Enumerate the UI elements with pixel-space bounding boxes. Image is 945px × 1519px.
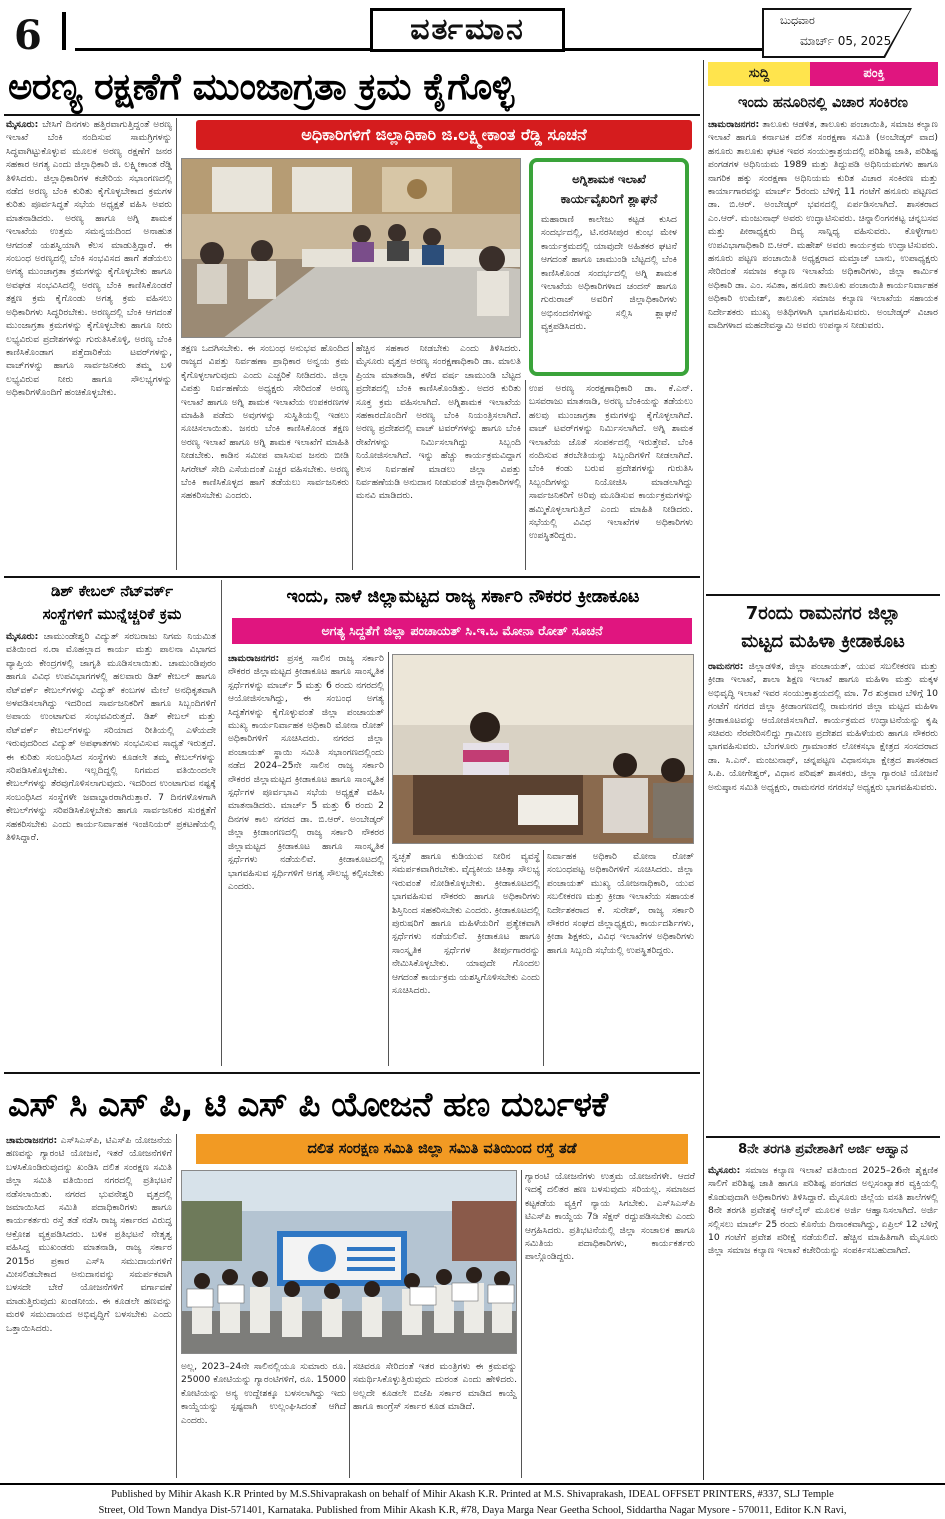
imprint-line-2: Street, Old Town Mandya Dist-571401, Karnataka. Published from Mihir Akash K.R, #78, Daya Marga Near Geetha School, Siddartha Nagar Mysore - 570011, Editor K.N Ravi, xyxy=(98,1505,847,1516)
sidebar-item3-headline: 8ನೇ ತರಗತಿ ಪ್ರವೇಶಾತಿಗೆ ಅರ್ಜಿ ಆಹ್ವಾನ xyxy=(738,1142,908,1157)
sidebar-item2-headline-line2: ಮಟ್ಟದ ಮಹಿಳಾ ಕ್ರೀಡಾಕೂಟ xyxy=(741,631,905,652)
story2-body xyxy=(6,630,216,1066)
column-divider xyxy=(525,380,526,570)
box-title-2: ಕಾರ್ಯವೈಖರಿಗೆ ಶ್ಲಾಘನೆ xyxy=(560,191,658,206)
sidebar-item2-dateline: ರಾಮನಗರ: xyxy=(708,661,744,672)
imprint-line-1: Published by Mihir Akash K.R Printed by M.S.Shivaprakash on behalf of Mihir Akash K.R. Printed at M.S. Shivaprakash, IDEAL OFFSET PRINTERS, #337, SLJ Temple xyxy=(111,1489,834,1500)
column-divider xyxy=(543,850,544,1066)
sidebar-item3-body xyxy=(708,1164,938,1478)
story1-column-2: ತಕ್ಷಣ ಒದಗಿಸಬೇಕು. ಈ ಸಂಬಂಧ ಅನುಭವ ಹೊಂದಿದ ರಾಜ್ಯದ ವಿಪತ್ತು ನಿರ್ವಹಣಾ ಪ್ರಾಧಿಕಾರ ಅನ್ವಯ ಕ್ರಮ ಕೈಗೊಳ್ಳಲಾಗುವುದು ಎಂದು ಎಚ್ಚರಿಕೆ ನೀಡಿದರು. ಜಿಲ್ಲಾ ವಿಪತ್ತು ನಿರ್ವಹಣೆಯ ಅಧ್ಯಕ್ಷರು ಸೇರಿದಂತೆ ಅರಣ್ಯ ಇಲಾಖೆ ಹಾಗೂ ಅಗ್ನಿ ಶಾಮಕ ಇಲಾಖೆಯ ಉಪಕರಣಗಳ ಮಾಹಿತಿ ಪಡೆದು ಅವುಗಳನ್ನು ಸುಸ್ಥಿತಿಯಲ್ಲಿ ಇಡಲು ಸೂಚಿಸಲಾಯಿತು. ಜನರು ಬೆಂಕಿ ಕಾಣಿಸಿಕೊಂಡ ತಕ್ಷಣ ಅರಣ್ಯ ಇಲಾಖೆ ಹಾಗೂ ಅಗ್ನಿ ಶಾಮಕ ಇಲಾಖೆಗೆ ಮಾಹಿತಿ ನೀಡಬೇಕು. ಕಾಡಿನ ಸಮೀಪ ವಾಸಿಸುವ ಜನರು ಬೀಡಿ ಸಿಗರೇಟ್ ಸೇದಿ ಎಸೆಯದಂತೆ ಎಚ್ಚರ ವಹಿಸಬೇಕು. ಅರಣ್ಯ ಬೆಂಕಿ ಕಾಣಿಸಿಕೊಳ್ಳದ ಹಾಗೆ ತಡೆಯಲು ಸಾರ್ವಜನಿಕರು ಸಹಕರಿಸಬೇಕು ಎಂದರು. xyxy=(181,343,349,502)
date: ಮಾರ್ಚ್ 05, 2025 xyxy=(800,34,892,48)
sidebar-item3-text: ಸಮಾಜ ಕಲ್ಯಾಣ ಇಲಾಖೆ ವತಿಯಿಂದ 2025–26ನೇ ಶೈಕ್ಷಣಿಕ ಸಾಲಿಗೆ ಪರಿಶಿಷ್ಟ ಜಾತಿ ಹಾಗೂ ಪರಿಶಿಷ್ಟ ಪಂಗಡದ ಅಲ್ಪಸಂಖ್ಯಾತರ ವ್ಯಕ್ತಿಯಲ್ಲಿ ಕೊಡುವುದಾಗಿ ಅಧಿಕಾರಿಗಳು ತಿಳಿಸಿದ್ದಾರೆ. ಮೈಸೂರು ಜಿಲ್ಲೆಯ ವಸತಿ ಶಾಲೆಗಳಲ್ಲಿ 8ನೇ ತರಗತಿ ಪ್ರವೇಶಕ್ಕೆ ಆನ್‌ಲೈನ್ ಮೂಲಕ ಅರ್ಜಿ ಆಹ್ವಾನಿಸಲಾಗಿದೆ. ಅರ್ಜಿ ಸಲ್ಲಿಸಲು ಮಾರ್ಚ್ 25 ರಂದು ಕೊನೆಯ ದಿನಾಂಕವಾಗಿದ್ದು, ಏಪ್ರಿಲ್ 12 ಬೆಳಿಗ್ಗೆ 10 ಗಂಟೆಗೆ ಪ್ರವೇಶ ಪರೀಕ್ಷೆ ನಡೆಯಲಿದೆ. ಹೆಚ್ಚಿನ ಮಾಹಿತಿಗಾಗಿ ಮೈಸೂರು ಜಿಲ್ಲಾ ಸಮಾಜ ಕಲ್ಯಾಣ ಇಲಾಖೆ ಕಚೇರಿಯನ್ನು ಸಂಪರ್ಕಿಸಬಹುದಾಗಿದೆ. xyxy=(708,1165,938,1257)
protest-photo xyxy=(181,1170,517,1354)
sidebar-divider xyxy=(703,60,704,1480)
sidebar-item3-dateline: ಮೈಸೂರು: xyxy=(708,1165,741,1176)
story1-headline: ಅರಣ್ಯ ರಕ್ಷಣೆಗೆ ಮುಂಜಾಗ್ರತಾ ಕ್ರಮ ಕೈಗೊಳ್ಳಿ xyxy=(8,65,514,108)
column-divider xyxy=(221,580,222,1066)
story3-column-2: ಸ್ವಚ್ಛತೆ ಹಾಗೂ ಕುಡಿಯುವ ನೀರಿನ ವ್ಯವಸ್ಥೆ ಸಮರ್ಪಕವಾಗಿರಬೇಕು. ವೈದ್ಯಕೀಯ ಚಿಕಿತ್ಸಾ ಸೌಲಭ್ಯ ಇರುವಂತೆ ನೋಡಿಕೊಳ್ಳಬೇಕು. ಕ್ರೀಡಾಕೂಟದಲ್ಲಿ ಭಾಗವಹಿಸುವ ನೌಕರರು ಹಾಗೂ ಅಧಿಕಾರಿಗಳು ಶಿಸ್ತಿನಿಂದ ಸಹಕರಿಸಬೇಕು ಎಂದರು. ಕ್ರೀಡಾಕೂಟದಲ್ಲಿ ಪುರುಷರಿಗೆ ಹಾಗೂ ಮಹಿಳೆಯರಿಗೆ ಪ್ರತ್ಯೇಕವಾಗಿ ಸ್ಪರ್ಧೆಗಳು ನಡೆಯಲಿವೆ. ಕ್ರೀಡಾಕೂಟ ಹಾಗೂ ಸಾಂಸ್ಕೃತಿಕ ಸ್ಪರ್ಧೆಗಳ ತೀರ್ಪುಗಾರರನ್ನು ನೇಮಿಸಿಕೊಳ್ಳಬೇಕು. ಯಾವುದೇ ಗೊಂದಲ ಆಗದಂತೆ ಕಾರ್ಯಕ್ರಮ ಯಶಸ್ವಿಗೊಳಿಸಬೇಕು ಎಂದು ಸೂಚಿಸಿದರು. xyxy=(392,851,540,997)
column-divider xyxy=(349,1360,350,1478)
story1-column-3: ಹೆಚ್ಚಿನ ಸಹಕಾರ ನೀಡಬೇಕು ಎಂದು ತಿಳಿಸಿದರು. ಮೈಸೂರು ವೃತ್ತದ ಅರಣ್ಯ ಸಂರಕ್ಷಣಾಧಿಕಾರಿ ಡಾ. ಮಾಲತಿ ಪ್ರಿಯಾ ಮಾತನಾಡಿ, ಕಳೆದ ವರ್ಷ ಚಾಮುಂಡಿ ಬೆಟ್ಟದ ಪ್ರದೇಶದಲ್ಲಿ ಬೆಂಕಿ ಕಾಣಿಸಿಕೊಂಡಿತ್ತು. ಅದರ ಕುರಿತು ಸೂಕ್ತ ಕ್ರಮ ವಹಿಸಲಾಗಿದೆ. ಅಗ್ನಿಶಾಮಕ ಇಲಾಖೆಯ ಸಹಕಾರದೊಂದಿಗೆ ಅರಣ್ಯ ಬೆಂಕಿ ನಿಯಂತ್ರಿಸಲಾಗಿದೆ. ಅರಣ್ಯ ಪ್ರದೇಶದಲ್ಲಿ ವಾಚ್ ಟವರ್‌ಗಳನ್ನು ಹಾಗೂ ಬೆಂಕಿ ರೇಖೆಗಳನ್ನು ನಿರ್ಮಿಸಲಾಗಿದ್ದು ಸಿಬ್ಬಂದಿ ನಿಯೋಜಿಸಲಾಗಿದೆ. ಇನ್ನು ಹೆಚ್ಚು ಕಾರ್ಯಕ್ರಮವಿದ್ದಾಗ ಕೆಲಸ ನಿರ್ವಹಣೆ ಮಾಡಲು ಜಿಲ್ಲಾ ವಿಪತ್ತು ನಿರ್ವಹಣೆಯಡಿ ಅನುದಾನ ನೀಡುವಂತೆ ಜಿಲ್ಲಾಧಿಕಾರಿಗಳಲ್ಲಿ ಮನವಿ ಮಾಡಿದರು. xyxy=(356,343,521,502)
meeting-photo xyxy=(181,158,521,338)
story4-column-4: ಗ್ಯಾರಂಟಿ ಯೋಜನೆಗಳು ಉತ್ತಮ ಯೋಜನೆಗಳೇ. ಆದರೆ ಇದಕ್ಕೆ ದಲಿತರ ಹಣ ಬಳಸುವುದು ಸರಿಯಲ್ಲ. ಸಮಾಜದ ಕಟ್ಟಕಡೆಯ ವ್ಯಕ್ತಿಗೆ ನ್ಯಾಯ ಸಿಗಬೇಕು. ಎಸ್‌ಸಿಎಸ್‌ಪಿ ಟಿಎಸ್‌ಪಿ ಕಾಯ್ದೆಯ 7ಡಿ ಸೆಕ್ಷನ್ ರದ್ದುಪಡಿಸಬೇಕು ಎಂದು ಆಗ್ರಹಿಸಿದರು. ಪ್ರತಿಭಟನೆಯಲ್ಲಿ ಜಿಲ್ಲಾ ಸಂಚಾಲಕ ಹಾಗೂ ಸಮಿತಿಯ ಪದಾಧಿಕಾರಿಗಳು, ಕಾರ್ಯಕರ್ತರು ಪಾಲ್ಗೊಂಡಿದ್ದರು. xyxy=(525,1171,695,1263)
sidebar-item2-text: ಜಿಲ್ಲಾಡಳಿತ, ಜಿಲ್ಲಾ ಪಂಚಾಯತ್, ಯುವ ಸಬಲೀಕರಣ ಮತ್ತು ಕ್ರೀಡಾ ಇಲಾಖೆ, ಶಾಲಾ ಶಿಕ್ಷಣ ಇಲಾಖೆ ಹಾಗೂ ಮಹಿಳಾ ಮತ್ತು ಮಕ್ಕಳ ಅಭಿವೃದ್ಧಿ ಇಲಾಖೆ ಇವರ ಸಂಯುಕ್ತಾಶ್ರಯದಲ್ಲಿ ಮಾ. 7ರ ಶುಕ್ರವಾರ ಬೆಳಿಗ್ಗೆ 10 ಗಂಟೆಗೆ ನಗರದ ಜಿಲ್ಲಾ ಕ್ರೀಡಾಂಗಣದಲ್ಲಿ ರಾಮನಗರ ಜಿಲ್ಲಾ ಮಟ್ಟದ ಮಹಿಳಾ ಕ್ರೀಡಾಕೂಟವನ್ನು ಆಯೋಜಿಸಲಾಗಿದೆ. ಕಾರ್ಯಕ್ರಮದ ಉದ್ಘಾಟನೆಯನ್ನು ಕೃಷಿ ಸಚಿವರು ನೆರವೇರಿಸಲಿದ್ದು ಗ್ರಾಮೀಣ ಪ್ರದೇಶದ ಮಹಿಳೆಯರು ಹಾಗೂ ನೌಕರರು ಭಾಗವಹಿಸುವರು. ಬೆಂಗಳೂರು ಗ್ರಾಮಾಂತರ ಲೋಕಸಭಾ ಕ್ಷೇತ್ರದ ಸಂಸದರಾದ ಡಾ. ಸಿ.ಎನ್. ಮಂಜುನಾಥ್, ಚನ್ನಪಟ್ಟಣ ವಿಧಾನಸಭಾ ಕ್ಷೇತ್ರದ ಶಾಸಕರಾದ ಸಿ.ಪಿ. ಯೋಗೇಶ್ವರ್, ವಿಧಾನ ಪರಿಷತ್ ಶಾಸಕರು, ಜಿಲ್ಲಾ ಗ್ಯಾರಂಟಿ ಯೋಜನೆ ಅನುಷ್ಠಾನ ಸಮಿತಿ ಅಧ್ಯಕ್ಷರು, ರಾಮನಗರ ನಗರಸಭೆ ಅಧ್ಯಕ್ಷರು ಭಾಗವಹಿಸುವರು. xyxy=(708,661,938,793)
story3-col1-text: ಪ್ರಸಕ್ತ ಸಾಲಿನ ರಾಜ್ಯ ಸರ್ಕಾರಿ ನೌಕರರ ಜಿಲ್ಲಾಮಟ್ಟದ ಕ್ರೀಡಾಕೂಟ ಹಾಗೂ ಸಾಂಸ್ಕೃತಿಕ ಸ್ಪರ್ಧೆಗಳನ್ನು ಮಾರ್ಚ್ 5 ಮತ್ತು 6 ರಂದು ನಗರದಲ್ಲಿ ಆಯೋಜಿಸಲಾಗಿದ್ದು, ಈ ಸಂಬಂಧ ಅಗತ್ಯ ಸಿದ್ಧತೆಗಳನ್ನು ಕೈಗೊಳ್ಳುವಂತೆ ಜಿಲ್ಲಾ ಪಂಚಾಯತ್ ಮುಖ್ಯ ಕಾರ್ಯನಿರ್ವಾಹಕ ಅಧಿಕಾರಿ ಮೋನಾ ರೋತ್ ಅಧಿಕಾರಿಗಳಿಗೆ ಸೂಚಿಸಿದರು. ನಗರದ ಜಿಲ್ಲಾ ಪಂಚಾಯತ್ ಸ್ಥಾಯಿ ಸಮಿತಿ ಸಭಾಂಗಣದಲ್ಲಿಂದು ನಡೆದ 2024–25ನೇ ಸಾಲಿನ ರಾಜ್ಯ ಸರ್ಕಾರಿ ನೌಕರರ ಜಿಲ್ಲಾಮಟ್ಟದ ಕ್ರೀಡಾಕೂಟ ಹಾಗೂ ಸಾಂಸ್ಕೃತಿಕ ಸ್ಪರ್ಧೆಗಳ ಪೂರ್ವಭಾವಿ ಸಭೆಯ ಅಧ್ಯಕ್ಷತೆ ವಹಿಸಿ ಮಾತನಾಡಿದರು. ಮಾರ್ಚ್ 5 ಮತ್ತು 6 ರಂದು 2 ದಿನಗಳ ಕಾಲ ನಗರದ ಡಾ. ಬಿ.ಆರ್. ಅಂಬೇಡ್ಕರ್ ಜಿಲ್ಲಾ ಕ್ರೀಡಾಂಗಣದಲ್ಲಿ ರಾಜ್ಯ ಸರ್ಕಾರಿ ನೌಕರರ ಜಿಲ್ಲಾಮಟ್ಟದ ಕ್ರೀಡಾಕೂಟ ಹಾಗೂ ಸಾಂಸ್ಕೃತಿಕ ಸ್ಪರ್ಧೆಗಳು ನಡೆಯಲಿವೆ. ಕ್ರೀಡಾಕೂಟದಲ್ಲಿ ಭಾಗವಹಿಸುವ ಸ್ಪರ್ಧಿಗಳಿಗೆ ಅಗತ್ಯ ಸೌಲಭ್ಯ ಕಲ್ಪಿಸಬೇಕು ಎಂದರು. xyxy=(228,653,384,892)
sidebar-rule xyxy=(706,594,940,596)
sidebar-rule xyxy=(706,1136,940,1138)
official-at-desk-photo-icon xyxy=(393,655,694,844)
story3-column-1 xyxy=(228,652,384,1066)
story3-subhead: ಅಗತ್ಯ ಸಿದ್ದತೆಗೆ ಜಿಲ್ಲಾ ಪಂಚಾಯತ್ ಸಿ.ಇ.ಒ ಮೋನಾ ರೋತ್ ಸೂಚನೆ xyxy=(232,618,692,644)
story3-dateline: ಚಾಮರಾಜನಗರ: xyxy=(228,653,280,664)
sidebar-item1-headline: ಇಂದು ಹನೂರಿನಲ್ಲಿ ವಿಚಾರ ಸಂಕಿರಣ xyxy=(738,95,908,111)
story2-headline-line1: ಡಿಶ್ ಕೇಬಲ್ ನೆಟ್‌ವರ್ಕ್ xyxy=(50,582,173,600)
story4-col1-text: ಎಸ್‌ಸಿಎಸ್‌ಪಿ, ಟಿಎಸ್‌ಪಿ ಯೋಜನೆಯ ಹಣವನ್ನು ಗ್ಯಾರಂಟಿ ಯೋಜನೆ, ಇತರೆ ಯೋಜನೆಗಳಿಗೆ ಬಳಸಿಕೊಂಡಿರುವುದನ್ನು ಖಂಡಿಸಿ ದಲಿತ ಸಂರಕ್ಷಣ ಸಮಿತಿ ಜಿಲ್ಲಾ ಸಮಿತಿ ವತಿಯಿಂದ ನಗರದಲ್ಲಿ ಪ್ರತಿಭಟನೆ ನಡೆಸಲಾಯಿತು. ನಗರದ ಭುವನೇಶ್ವರಿ ವೃತ್ತದಲ್ಲಿ ಜಮಾಯಿಸಿದ ಸಮಿತಿ ಪದಾಧಿಕಾರಿಗಳು ಹಾಗೂ ಕಾರ್ಯಕರ್ತರು ರಸ್ತೆ ತಡೆ ನಡೆಸಿ ರಾಜ್ಯ ಸರ್ಕಾರದ ವಿರುದ್ಧ ಆಕ್ರೋಶ ವ್ಯಕ್ತಪಡಿಸಿದರು. ಬಳಿಕ ಪ್ರತಿಭಟನೆ ನೇತೃತ್ವ ವಹಿಸಿದ್ದ ಮುಖಂಡರು ಮಾತನಾಡಿ, ರಾಜ್ಯ ಸರ್ಕಾರ 2015ರ ಪ್ರಕಾರ ಎಸ್‌ಸಿ ಸಮುದಾಯಗಳಿಗೆ ಮೀಸಲಿಡಬೇಕಾದ ಅನುದಾನವನ್ನು ಸಮರ್ಪಕವಾಗಿ ಬಳಸದೇ ಬೇರೆ ಯೋಜನೆಗಳಿಗೆ ವರ್ಗಾವಣೆ ಮಾಡುತ್ತಿರುವುದು ಖಂಡನೀಯ. ಈ ಕೂಡಲೇ ಹಣವನ್ನು ಮರಳಿ ಸಮುದಾಯದ ಅಭಿವೃದ್ಧಿಗೆ ಬಳಸಬೇಕು ಎಂದು ಒತ್ತಾಯಿಸಿದರು. xyxy=(6,1135,172,1334)
sidebar-item1-body xyxy=(708,118,938,588)
sidebar-tag-right-text: ಪಂಕ್ತಿ xyxy=(863,66,885,81)
box-text: ಮಹಾರಾಣಿ ಕಾಲೇಜು ಕಟ್ಟಡ ಕುಸಿದ ಸಂದರ್ಭದಲ್ಲಿ, ಟಿ.ನರಸೀಪುರ ಕುಂಭ ಮೇಳ ಕಾರ್ಯಕ್ರಮದಲ್ಲಿ ಯಾವುದೇ ಅಹಿತಕರ ಘಟನೆ ಆಗದಂತೆ ಹಾಗೂ ಚಾಮುಂಡಿ ಬೆಟ್ಟದಲ್ಲಿ ಬೆಂಕಿ ಕಾಣಿಸಿಕೊಂಡ ಸಂದರ್ಭದಲ್ಲಿ ಅಗ್ನಿ ಶಾಮಕ ಇಲಾಖೆಯ ಅಧಿಕಾರಿಗಳಾದ ಚಂದನ್ ಹಾಗೂ ಗುರುರಾಜ್ ಅವರಿಗೆ ಜಿಲ್ಲಾಧಿಕಾರಿಗಳು ಅಭಿನಂದನೆಗಳನ್ನು ಸಲ್ಲಿಸಿ ಶ್ಲಾಘನೆ ವ್ಯಕ್ತಪಡಿಸಿದರು. xyxy=(541,214,677,333)
story1-column-4: ಉಪ ಅರಣ್ಯ ಸಂರಕ್ಷಣಾಧಿಕಾರಿ ಡಾ. ಕೆ.ಎನ್. ಬಸವರಾಜು ಮಾತನಾಡಿ, ಅರಣ್ಯ ಬೆಂಕಿಯನ್ನು ತಡೆಯಲು ಹಲವು ಮುಂಜಾಗ್ರತಾ ಕ್ರಮಗಳನ್ನು ಕೈಗೊಳ್ಳಲಾಗಿದೆ. ವಾಚ್ ಟವರ್‌ಗಳನ್ನು ನಿರ್ಮಿಸಲಾಗಿದೆ. ಅಗ್ನಿ ಶಾಮಕ ಇಲಾಖೆಯ ಜೊತೆ ಸಂಪರ್ಕದಲ್ಲಿ ಇರುತ್ತೇವೆ. ಬೆಂಕಿ ನಂದಿಸುವ ತರಬೇತಿಯನ್ನು ಸಿಬ್ಬಂದಿಗಳಿಗೆ ನೀಡಲಾಗಿದೆ. ಬೆಂಕಿ ಕಂಡು ಬರುವ ಪ್ರದೇಶಗಳನ್ನು ಗುರುತಿಸಿ ಸಿಬ್ಬಂದಿಗಳನ್ನು ನಿಯೋಜಿಸಿ ಮಾಡಲಾಗಿದ್ದು ಸಾರ್ವಜನಿಕರಿಗೆ ಅರಿವು ಮೂಡಿಸುವ ಕಾರ್ಯಕ್ರಮಗಳನ್ನು ಹಮ್ಮಿಕೊಳ್ಳಲಾಗುತ್ತಿದೆ ಎಂದು ಮಾಹಿತಿ ನೀಡಿದರು. ಸಭೆಯಲ್ಲಿ ವಿವಿಧ ಇಲಾಖೆಗಳ ಅಧಿಕಾರಿಗಳು ಉಪಸ್ಥಿತರಿದ್ದರು. xyxy=(529,383,693,542)
story4-subhead: ದಲಿತ ಸಂರಕ್ಷಣ ಸಮಿತಿ ಜಿಲ್ಲಾ ಸಮಿತಿ ವತಿಯಿಂದ ರಸ್ತೆ ತಡೆ xyxy=(196,1134,688,1164)
story1-dateline: ಮೈಸೂರು: xyxy=(6,119,39,130)
story1-rule xyxy=(4,114,700,116)
sidebar-tag-right xyxy=(810,62,938,86)
sidebar-item2-body xyxy=(708,660,938,1130)
story2-text: ಚಾಮುಂಡೇಶ್ವರಿ ವಿದ್ಯುತ್ ಸರಬರಾಜು ನಿಗಮ ನಿಯಮಿತ ವತಿಯಿಂದ ನ.ರಾ ಮೊಹಲ್ಲಾದ ಕಾರ್ಯ ಮತ್ತು ಪಾಲನಾ ವಿಭಾಗದ ವ್ಯಾಪ್ತಿಯ ಕೇಂದ್ರಗಳಲ್ಲಿ ಜಾಗೃತಿ ಮೂಡಿಸಲಾಯಿತು. ಚಾಮುಂಡಿಪುರಂ ಹಾಗೂ ವಿವಿಧ ಉಪವಿಭಾಗಗಳಲ್ಲಿ ಹಲವಾರು ಡಿಶ್ ಕೇಬಲ್ ಹಾಗೂ ನೆಟ್‌ವರ್ಕ್ ಕೇಬಲ್‌ಗಳನ್ನು ವಿದ್ಯುತ್ ಕಂಬಗಳ ಮೇಲೆ ಅನಧಿಕೃತವಾಗಿ ಅಳವಡಿಸಲಾಗಿದ್ದು ಇದರಿಂದ ಸಾರ್ವಜನಿಕರಿಗೆ ಹಾಗೂ ಸಿಬ್ಬಂದಿಗಳಿಗೆ ಅಪಾಯ ಉಂಟಾಗುವ ಸಂಭವವಿರುತ್ತದೆ. ಡಿಶ್ ಕೇಬಲ್ ಮತ್ತು ನೆಟ್‌ವರ್ಕ್ ಕೇಬಲ್‌ಗಳನ್ನು ಸರಿಯಾದ ರೀತಿಯಲ್ಲಿ ಎಳೆಯದೇ ಇರುವುದರಿಂದ ವಿದ್ಯುತ್ ಅಪಘಾತಗಳು ಸಂಭವಿಸುವ ಸಾಧ್ಯತೆ ಇರುತ್ತದೆ. ಈ ಕುರಿತು ಸಂಬಂಧಿಸಿದ ಸಂಸ್ಥೆಗಳು ಕೂಡಲೇ ತಮ್ಮ ಕೇಬಲ್‌ಗಳನ್ನು ಸರಿಪಡಿಸಿಕೊಳ್ಳಬೇಕು. ಇಲ್ಲದಿದ್ದಲ್ಲಿ ನಿಗಮದ ವತಿಯಿಂದಲೇ ಕೇಬಲ್‌ಗಳನ್ನು ತೆರವುಗೊಳಿಸಲಾಗುವುದು. ಇದರಿಂದ ಉಂಟಾಗುವ ನಷ್ಟಕ್ಕೆ ಸಂಬಂಧಿಸಿದ ಸಂಸ್ಥೆಗಳೇ ಜವಾಬ್ದಾರರಾಗಿರುತ್ತಾರೆ. 7 ದಿನಗಳೊಳಗಾಗಿ ಕೇಬಲ್‌ಗಳನ್ನು ಸರಿಪಡಿಸಿಕೊಳ್ಳಬೇಕು ಹಾಗೂ ಸಾರ್ವಜನಿಕರ ಸುರಕ್ಷತೆಗೆ ಸಹಕರಿಸಬೇಕು ಎಂದು ಕಾರ್ಯನಿರ್ವಾಹಕ ಇಂಜಿನಿಯರ್ ಪ್ರಕಟಣೆಯಲ್ಲಿ ತಿಳಿಸಿದ್ದಾರೆ. xyxy=(6,631,216,844)
story1-subhead: ಅಧಿಕಾರಿಗಳಿಗೆ ಜಿಲ್ಲಾಧಿಕಾರಿ ಜಿ.ಲಕ್ಷ್ಮೀಕಾಂತ ರೆಡ್ಡಿ ಸೂಚನೆ xyxy=(196,120,692,150)
story2-headline-line2: ಸಂಸ್ಥೆಗಳಿಗೆ ಮುನ್ನೆಚ್ಚರಿಕೆ ಕ್ರಮ xyxy=(42,605,182,623)
weekday: ಬುಧವಾರ xyxy=(780,14,815,27)
column-divider xyxy=(521,1170,522,1478)
section-rule xyxy=(4,576,700,578)
column-divider xyxy=(388,652,389,1066)
sidebar-item1-text: ತಾಲೂಕು ಆಡಳಿತ, ತಾಲೂಕು ಪಂಚಾಯಿತಿ, ಸಮಾಜ ಕಲ್ಯಾಣ ಇಲಾಖೆ ಹಾಗೂ ಕರ್ನಾಟಕ ದಲಿತ ಸಂರಕ್ಷಣಾ ಸಮಿತಿ (ಅಂಬೇಡ್ಕರ್ ವಾದ) ಹನೂರು ತಾಲೂಕು ಘಟಕ ಇವರ ಸಂಯುಕ್ತಾಶ್ರಯದಲ್ಲಿ ಪರಿಶಿಷ್ಟ ಜಾತಿ, ಪರಿಶಿಷ್ಟ ಪಂಗಡಗಳ ಅಧಿನಿಯಮ 1989 ಮತ್ತು ತಿದ್ದುಪಡಿ ಅಧಿನಿಯಮಗಳು ಹಾಗೂ ನಾಗರಿಕ ಹಕ್ಕು ಸಂರಕ್ಷಣಾ ಅಧಿನಿಯಮ ಕುರಿತ ವಿಚಾರ ಸಂಕಿರಣ ಮತ್ತು ಕಾರ್ಯಾಗಾರವನ್ನು ಮಾರ್ಚ್ 5ರಂದು ಬೆಳಿಗ್ಗೆ 11 ಗಂಟೆಗೆ ಹನೂರು ಪಟ್ಟಣದ ಡಾ. ಬಿ.ಆರ್. ಅಂಬೇಡ್ಕರ್ ಭವನದಲ್ಲಿ ಏರ್ಪಡಿಸಲಾಗಿದೆ. ಶಾಸಕರಾದ ಎಂ.ಆರ್. ಮಂಜುನಾಥ್ ಅವರು ಉದ್ಘಾಟಿಸುವರು. ಚಿನ್ನಾಲಿಂಗನಕಟ್ಟ ಚನ್ನಬಸವ ಮತ್ತು ಪೀಠಾಧ್ಯಕ್ಷರು ದಿವ್ಯ ಸಾನ್ನಿಧ್ಯ ವಹಿಸುವರು. ಕೊಳ್ಳೇಗಾಲ ಉಪವಿಭಾಗಾಧಿಕಾರಿ ಬಿ.ಆರ್. ಮಹೇಶ್ ಅವರು ಕಾರ್ಯಕ್ರಮ ಉದ್ಘಾಟಿಸುವರು. ಹನೂರು ಪಟ್ಟಣ ಪಂಚಾಯಿತಿ ಅಧ್ಯಕ್ಷರಾದ ಮಮ್ತಾಜ್ ಬಾನು, ಉಪಾಧ್ಯಕ್ಷರು ಸೇರಿದಂತೆ ಸಮಾಜ ಕಲ್ಯಾಣ ಇಲಾಖೆಯ ಅಧಿಕಾರಿಗಳು, ಜಿಲ್ಲಾ ಕಾರ್ಮಿಕ ಅಧಿಕಾರಿ ಡಾ. ಎಂ. ಸವಿತಾ, ಹನೂರು ತಾಲೂಕು ಪಂಚಾಯಿತಿ ಕಾರ್ಯನಿರ್ವಾಹಕ ಅಧಿಕಾರಿ ಉಮೇಶ್, ತಾಲೂಕು ಸಮಾಜ ಕಲ್ಯಾಣ ಇಲಾಖೆಯ ಸಹಾಯಕ ನಿರ್ದೇಶಕರು ಮುಖ್ಯ ಅತಿಥಿಗಳಾಗಿ ಭಾಗವಹಿಸುವರು. ಅಂಬೇಡ್ಕರ್ ವಿಚಾರ ವಾದಿಗಳಾದ ಮಹದೇವಸ್ವಾಮಿ ಅವರು ಉಪನ್ಯಾಸ ನೀಡುವರು. xyxy=(708,119,938,332)
street-protest-photo-icon xyxy=(182,1171,517,1354)
sidebar-tag-left xyxy=(708,62,810,86)
newspaper-title: ವರ್ತಮಾನ xyxy=(370,8,565,52)
story1-col1-text: ಬೇಸಿಗೆ ದಿನಗಳು ಹತ್ತಿರವಾಗುತ್ತಿದ್ದಂತೆ ಅರಣ್ಯ ಇಲಾಖೆ ಬೆಂಕಿ ನಂದಿಸುವ ಸಾಮಗ್ರಿಗಳನ್ನು ಸಿದ್ಧವಾಗಿಟ್ಟುಕೊಳ್ಳುವ ಮೂಲಕ ಅರಣ್ಯ ರಕ್ಷಣೆಗೆ ಜನರ ಸಹಕಾರ ಅಗತ್ಯ ಎಂದು ಜಿಲ್ಲಾಧಿಕಾರಿ ಜಿ. ಲಕ್ಷ್ಮೀಕಾಂತ ರೆಡ್ಡಿ ತಿಳಿಸಿದರು. ಜಿಲ್ಲಾಧಿಕಾರಿಗಳ ಕಚೇರಿಯ ಸಭಾಂಗಣದಲ್ಲಿ ನಡೆದ ಅರಣ್ಯ ಬೆಂಕಿ ಕುರಿತು ಕೈಗೊಳ್ಳಬೇಕಾದ ಕ್ರಮಗಳ ಕುರಿತು ಪೂರ್ವಸಿದ್ಧತೆ ಸಭೆಯ ಅಧ್ಯಕ್ಷತೆ ವಹಿಸಿ ಅವರು ಮಾತನಾಡಿದರು. ಅರಣ್ಯ ಹಾಗೂ ಅಗ್ನಿ ಶಾಮಕ ಇಲಾಖೆಯ ಉತ್ತಮ ಸಮನ್ವಯದಿಂದ ಅನಾಹುತ ಆಗದಂತೆ ಯಶಸ್ವಿಯಾಗಿ ಕೆಲಸ ಮಾಡುತ್ತಿದ್ದಾರೆ. ಈ ಸಂಬಂಧ ಅರಣ್ಯದಲ್ಲಿ ಬೆಂಕಿ ಸಂಭವಿಸದ ಹಾಗೆ ತಡೆಯಲು ಅಗತ್ಯ ಮುಂಜಾಗ್ರತಾ ಕ್ರಮಗಳನ್ನು ಕೈಗೊಳ್ಳಬೇಕು ಹಾಗೂ ಅವಘಡ ಸಂಭವಿಸಿದಲ್ಲಿ ಅರಣ್ಯ ಬೆಂಕಿ ಕಾಣಿಸಿಕೊಂಡರೆ ತಕ್ಷಣ ಕ್ರಮ ಕೈಗೊಂಡು ಅಗತ್ಯ ಕ್ರಮ ವಹಿಸಲು ಅಧಿಕಾರಿಗಳು ಸಿದ್ಧರಿರಬೇಕು. ಅರಣ್ಯದಲ್ಲಿ ಬೆಂಕಿ ಆಗದಂತೆ ಮುಂಜಾಗ್ರತಾ ಕ್ರಮಗಳನ್ನು ಕೈಗೊಳ್ಳಬೇಕು ಹಾಗೂ ನೀರು ಲಭ್ಯವಿರುವ ಪ್ರದೇಶಗಳನ್ನು ಗುರುತಿಸಿಕೊಳ್ಳಿ, ಅರಣ್ಯ ಬೆಂಕಿ ಕಾಣಿಸಿಕೊಂಡಾಗ ಪತ್ತೆದಾರಿಕೆಯ ಟವರ್‌ಗಳನ್ನು, ವಾಚ್‌ಗಳನ್ನು ಹಾಗೂ ಸಾರ್ವಜನಿಕರು ತಮ್ಮ ಬಳಿ ಲಭ್ಯವಿರುವ ನೀರು ಹಾಗೂ ಸೌಲಭ್ಯಗಳನ್ನು ಅಧಿಕಾರಿಗಳೊಂದಿಗೆ ಹಂಚಿಕೊಳ್ಳಬೇಕು. xyxy=(6,119,172,399)
story4-column-1 xyxy=(6,1134,172,1478)
page-number: 6 xyxy=(14,12,42,59)
column-divider xyxy=(176,1134,177,1478)
story3-headline: ಇಂದು, ನಾಳೆ ಜಿಲ್ಲಾಮಟ್ಟದ ರಾಜ್ಯ ಸರ್ಕಾರಿ ನೌಕರರ ಕ್ರೀಡಾಕೂಟ xyxy=(286,587,640,607)
story4-column-2: ಅಲ್ಲ, 2023–24ನೇ ಸಾಲಿನಲ್ಲಿಯೂ ಸುಮಾರು ರೂ. 25000 ಕೋಟಿಯನ್ನು ಗ್ಯಾರಂಟಿಗಳಿಗೆ, ರೂ. 15000 ಕೋಟಿಯನ್ನು ಅನ್ಯ ಉದ್ದೇಶಕ್ಕೂ ಬಳಸಲಾಗಿದ್ದು ಇದು ಕಾಯ್ದೆಯನ್ನು ಸ್ಪಷ್ಟವಾಗಿ ಉಲ್ಲಂಘಿಸಿದಂತೆ ಆಗಿದೆ ಎಂದರು. xyxy=(181,1361,346,1426)
fire-dept-box xyxy=(529,158,689,376)
ceo-photo xyxy=(392,654,694,844)
story3-column-3: ನಿರ್ವಾಹಕ ಅಧಿಕಾರಿ ಮೋನಾ ರೋತ್ ಸಂಬಂಧಪಟ್ಟ ಅಧಿಕಾರಿಗಳಿಗೆ ಸೂಚಿಸಿದರು. ಜಿಲ್ಲಾ ಪಂಚಾಯತ್ ಮುಖ್ಯ ಯೋಜನಾಧಿಕಾರಿ, ಯುವ ಸಬಲೀಕರಣ ಮತ್ತು ಕ್ರೀಡಾ ಇಲಾಖೆಯ ಸಹಾಯಕ ನಿರ್ದೇಶಕರಾದ ಕೆ. ಸುರೇಶ್, ರಾಜ್ಯ ಸರ್ಕಾರಿ ನೌಕರರ ಸಂಘದ ಜಿಲ್ಲಾಧ್ಯಕ್ಷರು, ಕಾರ್ಯದರ್ಶಿಗಳು, ಕ್ರೀಡಾ ಶಿಕ್ಷಕರು, ವಿವಿಧ ಇಲಾಖೆಗಳ ಅಧಿಕಾರಿಗಳು ಹಾಗೂ ಸಿಬ್ಬಂದಿ ಸಭೆಯಲ್ಲಿ ಉಪಸ್ಥಿತರಿದ್ದರು. xyxy=(547,851,694,956)
story4-headline: ಎಸ್ ಸಿ ಎಸ್ ಪಿ, ಟಿ ಎಸ್ ಪಿ ಯೋಜನೆ ಹಣ ದುರ್ಬಳಕೆ xyxy=(8,1085,608,1125)
sidebar-item1-dateline: ಚಾಮರಾಜನಗರ: xyxy=(708,119,760,130)
sidebar-tag-left-text: ಸುದ್ದಿ xyxy=(748,66,770,81)
box-title-1: ಅಗ್ನಿಶಾಮಕ ಇಲಾಖೆ xyxy=(572,172,646,186)
story4-dateline: ಚಾಮರಾಜನಗರ: xyxy=(6,1135,58,1146)
section-rule xyxy=(4,1072,700,1074)
column-divider xyxy=(176,118,177,570)
story1-column-1 xyxy=(6,118,172,570)
column-divider xyxy=(352,342,353,570)
page-number-divider xyxy=(62,12,66,50)
story2-dateline: ಮೈಸೂರು: xyxy=(6,631,39,642)
sidebar-item2-headline-line1: 7ರಂದು ರಾಮನಗರ ಜಿಲ್ಲಾ xyxy=(745,603,901,624)
story4-column-3: ಸಚಿವರೂ ಸೇರಿದಂತೆ ಇತರ ಮಂತ್ರಿಗಳು ಈ ಕ್ರಮವನ್ನು ಸಮರ್ಥಿಸಿಕೊಳ್ಳುತ್ತಿರುವುದು ದುರಂತ ಎಂದು ಹೇಳಿದರು. ಅಲ್ಲದೇ ಕೂಡಲೇ ಬಿಜೆಪಿ ಸರ್ಕಾರ ಮಾಡಿದ ಕಾಯ್ದೆ ಹಾಗೂ ಕಾಂಗ್ರೆಸ್ ಸರ್ಕಾರ ಕೂಡ ಮಾಡಿದೆ. xyxy=(353,1361,517,1413)
imprint-footer xyxy=(0,1483,945,1519)
conference-room-photo-icon xyxy=(182,159,521,338)
